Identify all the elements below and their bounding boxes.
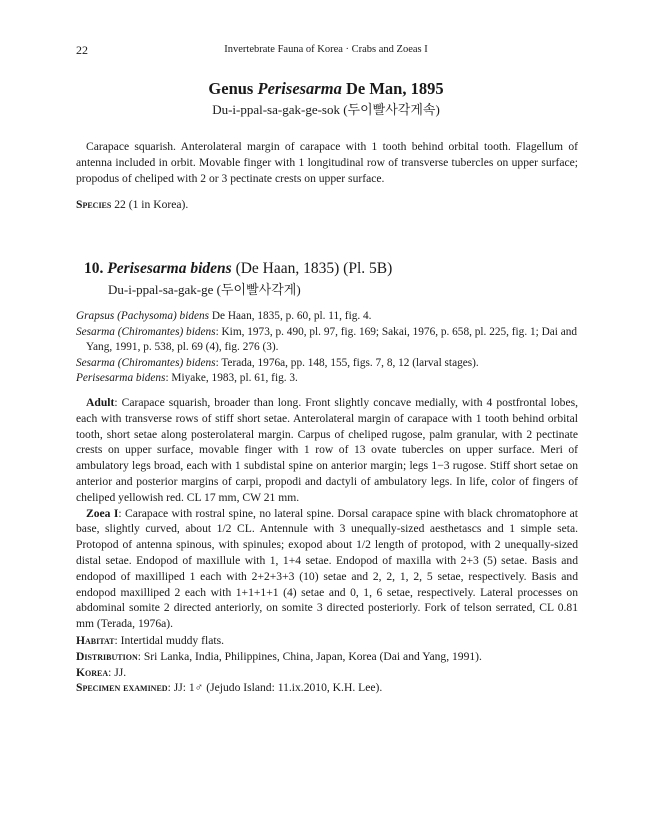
habitat-line [76,633,578,649]
distribution-label: Distribution [76,649,138,663]
synonym-genus: Sesarma [76,325,115,338]
specimen-label: Specimen examined [76,681,168,695]
genus-heading-name: Perisesarma [257,79,342,98]
synonym-reference: : Kim, 1973, p. 490, pl. 97, fig. 169; Sakai, 1976, p. 658, pl. 225, fig. 1; Dai and Yang, 1991, p. 538, pl. 69 (4), fig. 276 (3). [86,325,578,353]
species-count [76,197,578,213]
habitat-text: : Intertidal muddy flats. [114,634,224,647]
species-heading [84,260,392,278]
synonymy-list [76,309,578,387]
species-count-label: Species [76,198,112,211]
korea-line [76,665,578,681]
species-name: Perisesarma bidens [107,260,232,277]
synonym-epithet: bidens [176,310,210,322]
genus-korean-name: Du-i-ppal-sa-gak-ge-sok (두이빨사각게속) [212,102,440,117]
distribution-line [76,649,578,665]
synonym-genus: Grapsus [76,310,115,322]
zoea-label: Zoea I [86,506,119,520]
adult-description [76,395,578,506]
running-title: Invertebrate Fauna of Korea · Crabs and Zoeas I [224,44,428,55]
adult-text: : Carapace squarish, broader than long. Front slightly concave medially, with 4 postfrontal lobes, each with transverse rows of stiff short setae. Anterolateral margin of carapace with 1 tooth behind orbital tooth, short setae along posterolateral margin. Carpus of cheliped rugose, palm granular, with 2 pectinate crests on upper surface, movable finger with 1 row of 13 ovate tubercles on upper surface. Meri of ambulatory legs broad, each with 1 subdistal spine on anterior margin; legs 1−3 rugose. Stiff short setae on anterior and posterior margins of carpi, propodi and dactyli of ambulatory legs. In life, color of fingers of cheliped yellowish red. CL 17 mm, CW 21 mm. [76,396,578,504]
synonym-entry [76,325,578,356]
species-count-value: 22 (1 in Korea). [111,198,189,211]
species-notes [76,633,578,696]
specimen-line [76,680,578,696]
genus-description: Carapace squarish. Anterolateral margin of carapace with 1 tooth behind orbital tooth. Flagellum of antenna included in orbit. Movable finger with 1 longitudinal row of transverse tubercles on upper surface; propodus of cheliped with 2 or 3 pectinate crests on upper surface. [76,140,578,185]
page-number: 22 [76,43,88,57]
synonym-genus: Perisesarma [76,372,134,384]
specimen-text: : JJ: 1♂ (Jejudo Island: 11.ix.2010, K.H. Lee). [167,681,383,695]
adult-label: Adult [86,396,115,409]
synonym-epithet: bidens [133,372,166,384]
genus-heading [0,79,652,99]
synonym-subgenus: (Chiromantes) [117,356,184,369]
korea-text: : JJ. [108,665,127,679]
zoea-text: : Carapace with rostral spine, no lateral spine. Dorsal carapace spine with black chromatophore at base, slightly curved, about 1/2 CL. Antennule with 3 unequally-sized aesthetascs and 1 simple seta. Protopod of antenna spinous, with spinules; exopod about 1/2 length of protopod, with 2 unequally-sized distal setae. Endopod of maxillule with 1, 1+4 setae. Endopod of maxilla with 2+3 (5) setae. Basis and endopod of maxilliped 1 each with 2+2+3+3 (10) setae and 2, 2, 1, 2, 5 setae, respectively. Basis and endopod maxilliped 2 each with 1+1+1+1 (4) setae and 0, 1, 6 setae, respectively. Lateral processes on abdominal somite 2 directed anteriorly, on somite 3 directed posteriorly. Fork of telson serrated, CL 0.81 mm (Terada, 1976a). [76,506,578,631]
zoea-description [76,506,578,632]
synonym-entry [76,309,578,325]
species-korean-name: Du-i-ppal-sa-gak-ge (두이빨사각게) [108,282,301,297]
synonym-epithet: bidens [183,325,216,338]
synonym-entry [76,371,578,387]
synonym-epithet: bidens [183,356,216,369]
synonym-reference: : Terada, 1976a, pp. 148, 155, figs. 7, 8, 12 (larval stages). [215,356,479,369]
synonym-entry [76,356,578,372]
species-author: (De Haan, 1835) (Pl. 5B) [231,260,393,277]
synonym-genus: Sesarma [76,356,115,369]
genus-heading-suffix: De Man, 1895 [341,79,444,98]
species-description [76,395,578,632]
habitat-label: Habitat [76,634,115,647]
synonym-subgenus: (Pachysoma) [117,310,177,322]
synonym-reference: : Miyake, 1983, pl. 61, fig. 3. [165,372,298,384]
genus-heading-prefix: Genus [208,79,258,98]
synonym-subgenus: (Chiromantes) [117,325,184,338]
distribution-text: : Sri Lanka, India, Philippines, China, Japan, Korea (Dai and Yang, 1991). [137,649,482,663]
synonym-reference: De Haan, 1835, p. 60, pl. 11, fig. 4. [209,310,372,322]
species-number: 10. [84,260,108,277]
korea-label: Korea [76,665,109,679]
